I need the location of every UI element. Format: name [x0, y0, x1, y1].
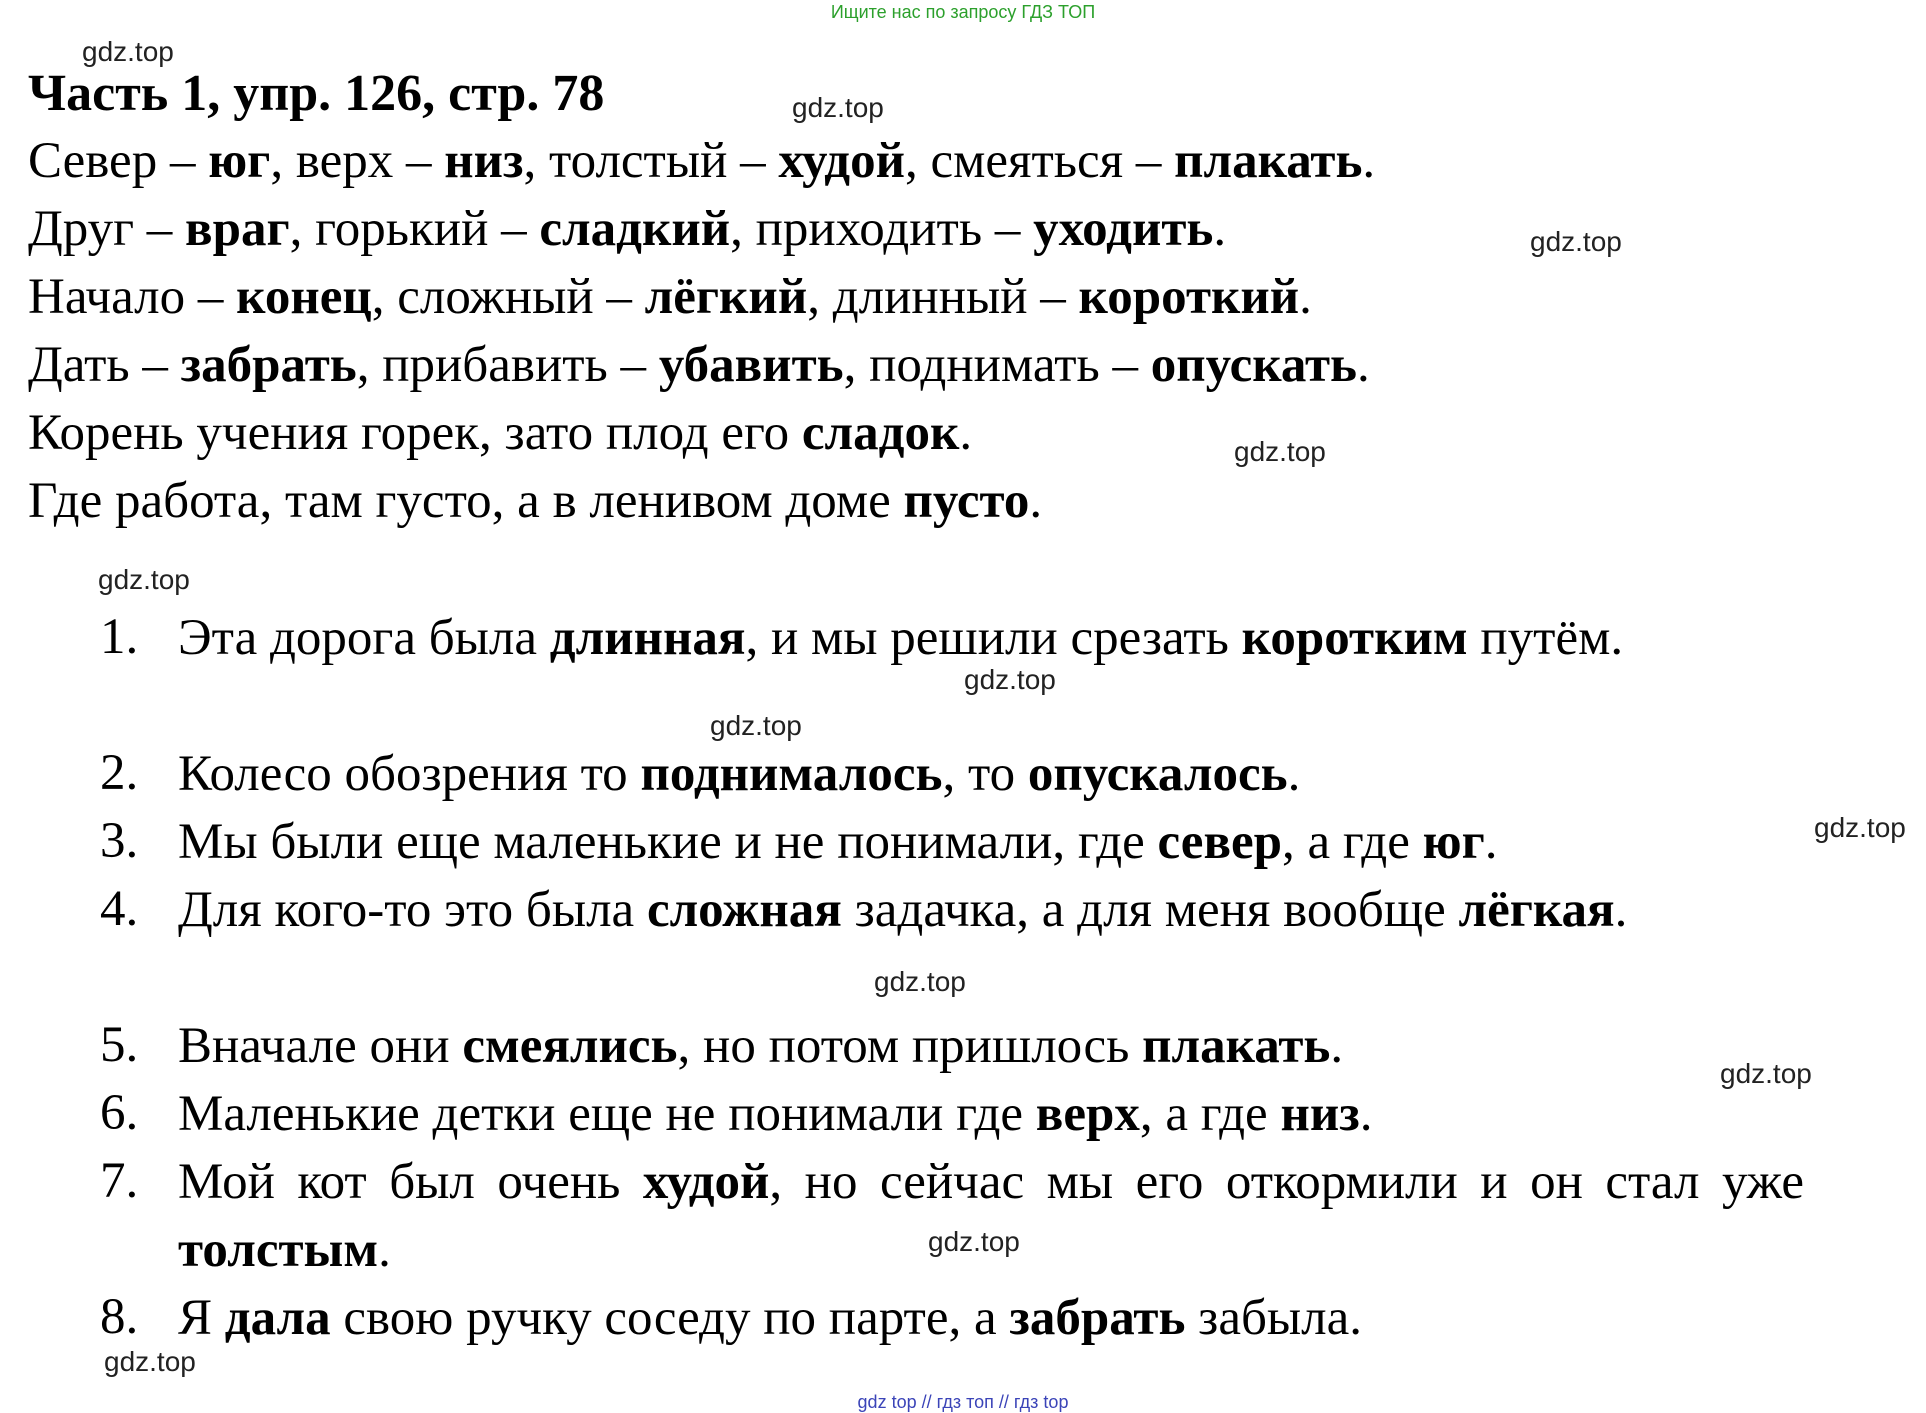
- antonym-line: [28, 201, 1227, 257]
- watermark: gdz.top: [1720, 1058, 1812, 1089]
- bold-word: толстым: [178, 1222, 379, 1278]
- bold-word: плакать: [1174, 133, 1363, 189]
- text-fragment: Вначале они: [178, 1018, 463, 1074]
- text-fragment: .: [1287, 746, 1301, 802]
- search-banner: Ищите нас по запросу ГДЗ ТОП: [830, 2, 1096, 22]
- bold-word: сложная: [646, 882, 842, 938]
- text-fragment: Колесо обозрения то: [178, 746, 641, 802]
- bold-word: сладок: [801, 405, 960, 461]
- bold-word: худой: [642, 1154, 770, 1210]
- watermark: gdz.top: [710, 710, 802, 741]
- text-fragment: , верх –: [270, 133, 445, 189]
- watermark: gdz.top: [792, 92, 884, 123]
- watermark: gdz.top: [928, 1226, 1020, 1257]
- footer-text: gdz top // гдз топ // гдз top: [857, 1392, 1069, 1412]
- list-item: [178, 876, 1804, 944]
- bold-word: враг: [185, 201, 290, 257]
- antonym-line: [28, 269, 1312, 325]
- bold-word: пусто: [903, 473, 1030, 529]
- text-fragment: .: [1299, 269, 1312, 325]
- text-fragment: свою ручку соседу по парте, а: [330, 1290, 1010, 1346]
- text-fragment: , а где: [1281, 814, 1423, 870]
- bold-word: уходить: [1033, 201, 1214, 257]
- bold-word: опускать: [1150, 337, 1358, 393]
- bold-word: короткий: [1078, 269, 1300, 325]
- list-number: 6.: [100, 1085, 139, 1141]
- list-item: [178, 1148, 1804, 1284]
- text-fragment: Маленькие детки еще не понимали где: [178, 1086, 1036, 1142]
- text-fragment: , длинный –: [807, 269, 1079, 325]
- text-fragment: Мы были еще маленькие и не понимали, где: [178, 814, 1158, 870]
- text-fragment: .: [1213, 201, 1227, 257]
- list-number: 1.: [100, 609, 139, 665]
- text-fragment: .: [1330, 1018, 1344, 1074]
- bold-word: худой: [778, 133, 905, 189]
- text-fragment: .: [378, 1222, 391, 1278]
- text-fragment: , но потом пришлось: [677, 1018, 1143, 1074]
- watermark: gdz.top: [964, 664, 1056, 695]
- text-fragment: .: [1357, 337, 1370, 393]
- antonym-line: [28, 133, 1376, 189]
- text-fragment: Где работа, там густо, а в ленивом доме: [28, 473, 904, 529]
- bold-word: лёгкий: [644, 269, 808, 325]
- bold-word: поднималось: [640, 746, 943, 802]
- bold-word: длинная: [549, 610, 746, 666]
- text-fragment: , прибавить –: [356, 337, 659, 393]
- list-item: [178, 1080, 1804, 1148]
- watermark: gdz.top: [104, 1346, 196, 1377]
- text-fragment: .: [1614, 882, 1628, 938]
- text-fragment: .: [1029, 473, 1043, 529]
- text-fragment: Я: [178, 1290, 225, 1346]
- bold-word: юг: [1422, 814, 1485, 870]
- text-fragment: забыла.: [1185, 1290, 1363, 1346]
- text-fragment: задачка, а для меня вообще: [841, 882, 1459, 938]
- page-title: Часть 1, упр. 126, стр. 78: [28, 65, 605, 122]
- bold-word: забрать: [180, 337, 357, 393]
- text-fragment: Север –: [28, 133, 209, 189]
- text-fragment: путём.: [1467, 610, 1624, 666]
- watermark: gdz.top: [82, 36, 174, 67]
- bold-word: юг: [208, 133, 271, 189]
- text-fragment: Начало –: [28, 269, 237, 325]
- watermark: gdz.top: [98, 564, 190, 595]
- watermark: gdz.top: [874, 966, 966, 997]
- list-number: 4.: [100, 881, 139, 937]
- bold-word: сладкий: [539, 201, 731, 257]
- list-number: 3.: [100, 813, 139, 869]
- text-fragment: , сложный –: [371, 269, 645, 325]
- text-fragment: Дать –: [28, 337, 181, 393]
- antonym-line: [28, 473, 1043, 529]
- text-fragment: , горький –: [289, 201, 540, 257]
- list-item: [178, 604, 1804, 672]
- bold-word: дала: [224, 1290, 331, 1346]
- list-item: [178, 1012, 1804, 1080]
- bold-word: север: [1157, 814, 1282, 870]
- text-fragment: , толстый –: [523, 133, 779, 189]
- antonym-line: [28, 405, 973, 461]
- bold-word: лёгкая: [1458, 882, 1615, 938]
- list-item: [178, 808, 1804, 876]
- text-fragment: , но сейчас мы его откормили и он стал уже: [769, 1154, 1804, 1210]
- bold-word: опускалось: [1027, 746, 1288, 802]
- antonym-line: [28, 337, 1370, 393]
- text-fragment: .: [1362, 133, 1376, 189]
- list-item: [178, 740, 1804, 808]
- bold-word: конец: [236, 269, 372, 325]
- list-number: 8.: [100, 1289, 139, 1345]
- list-number: 2.: [100, 745, 139, 801]
- watermark: gdz.top: [1234, 436, 1326, 467]
- bold-word: смеялись: [462, 1018, 678, 1074]
- text-fragment: , а где: [1139, 1086, 1281, 1142]
- text-fragment: Эта дорога была: [178, 610, 550, 666]
- list-item: [178, 1284, 1804, 1352]
- bold-word: забрать: [1009, 1290, 1186, 1346]
- list-number: 7.: [100, 1153, 139, 1209]
- bold-word: плакать: [1142, 1018, 1331, 1074]
- text-fragment: .: [1484, 814, 1498, 870]
- bold-word: верх: [1035, 1086, 1140, 1142]
- text-fragment: , смеяться –: [904, 133, 1175, 189]
- watermark: gdz.top: [1814, 812, 1906, 843]
- bold-word: низ: [1280, 1086, 1360, 1142]
- text-fragment: , приходить –: [730, 201, 1034, 257]
- text-fragment: Корень учения горек, зато плод его: [28, 405, 802, 461]
- text-fragment: , то: [942, 746, 1028, 802]
- text-fragment: Для кого-то это была: [178, 882, 647, 938]
- bold-word: убавить: [658, 337, 844, 393]
- text-fragment: Мой кот был очень: [178, 1154, 643, 1210]
- text-fragment: Друг –: [28, 201, 186, 257]
- text-fragment: .: [1359, 1086, 1373, 1142]
- watermark: gdz.top: [1530, 226, 1622, 257]
- text-fragment: , поднимать –: [843, 337, 1151, 393]
- bold-word: низ: [444, 133, 524, 189]
- text-fragment: , и мы решили срезать: [745, 610, 1242, 666]
- text-fragment: .: [959, 405, 973, 461]
- list-number: 5.: [100, 1017, 139, 1073]
- bold-word: коротким: [1241, 610, 1468, 666]
